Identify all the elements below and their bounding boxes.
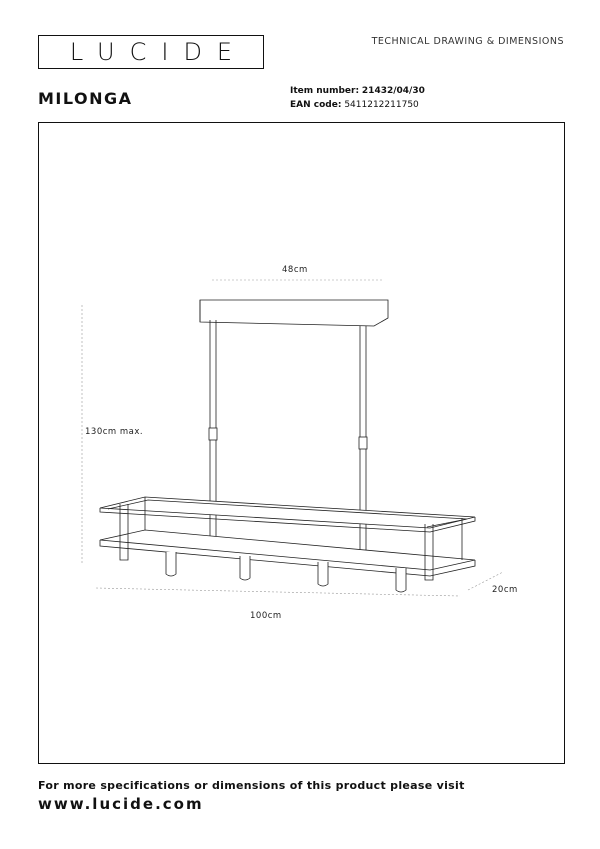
spotlight-2	[240, 556, 250, 580]
footer-website-link[interactable]: www.lucide.com	[38, 795, 204, 813]
ean-value: 5411212211750	[344, 100, 419, 110]
dim-label-height: 130cm max.	[85, 427, 144, 437]
spotlight-1	[166, 552, 176, 576]
spotlight-3	[318, 562, 328, 586]
dim-label-depth: 20cm	[492, 585, 518, 595]
item-number-label: Item number:	[290, 86, 360, 96]
brand-name: LUCIDE	[69, 38, 248, 66]
item-number-value: 21432/04/30	[361, 86, 425, 96]
spotlight-4	[396, 568, 406, 592]
dim-label-top-width: 48cm	[282, 265, 308, 275]
dim-label-length: 100cm	[250, 611, 282, 621]
document-type: TECHNICAL DRAWING & DIMENSIONS	[371, 36, 564, 47]
ean-label: EAN code:	[290, 100, 342, 110]
left-frame	[120, 504, 128, 560]
rod-connector-right	[359, 437, 367, 449]
ceiling-canopy	[200, 300, 388, 326]
right-frame	[425, 524, 433, 580]
product-title: MILONGA	[38, 89, 133, 108]
footer-info: For more specifications or dimensions of this product please visit	[38, 779, 465, 792]
lower-shelf	[100, 530, 475, 570]
rod-connector-left	[209, 428, 217, 440]
